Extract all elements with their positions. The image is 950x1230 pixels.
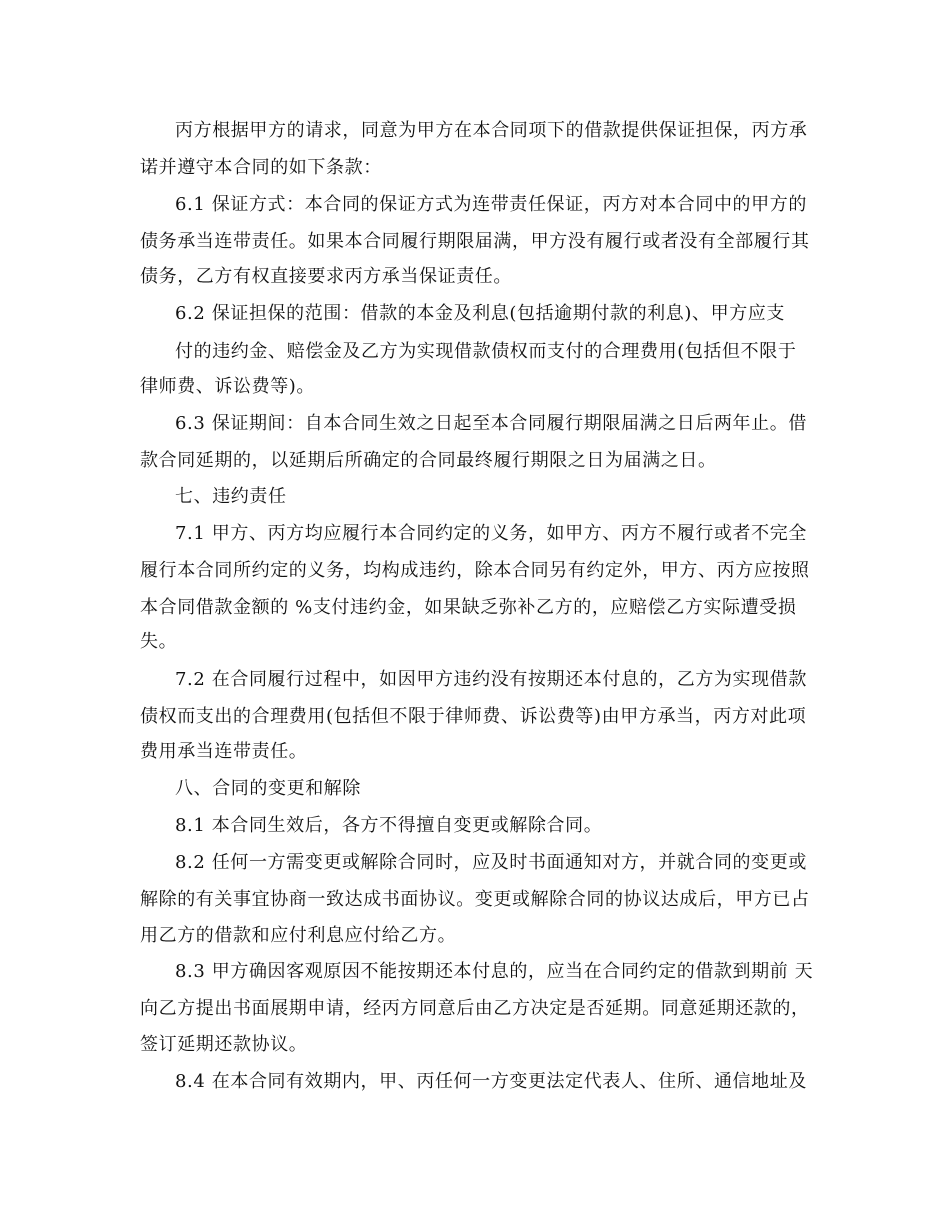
text-line: 6.2 保证担保的范围：借款的本金及利息(包括逾期付款的利息)、甲方应支 bbox=[175, 303, 785, 324]
text-line: 履行本合同所约定的义务，均构成违约，除本合同另有约定外，甲方、丙方应按照 bbox=[140, 560, 810, 581]
text-line: 8.2 任何一方需变更或解除合同时，应及时书面通知对方，并就合同的变更或 bbox=[175, 852, 807, 873]
text-line: 诺并遵守本合同的如下条款： bbox=[140, 157, 382, 178]
text-line: 7.2 在合同履行过程中，如因甲方违约没有按期还本付息的，乙方为实现借款 bbox=[175, 669, 807, 690]
text-line: 8.4 在本合同有效期内，甲、丙任何一方变更法定代表人、住所、通信地址及 bbox=[175, 1071, 807, 1092]
text-line: 6.1 保证方式：本合同的保证方式为连带责任保证，丙方对本合同中的甲方的 bbox=[175, 194, 807, 215]
text-line: 6.3 保证期间：自本合同生效之日起至本合同履行期限届满之日后两年止。借 bbox=[175, 413, 807, 434]
text-line: 8.3 甲方确因客观原因不能按期还本付息的，应当在合同约定的借款到期前 天 bbox=[175, 961, 814, 982]
text-line: 7.1 甲方、丙方均应履行本合同约定的义务，如甲方、丙方不履行或者不完全 bbox=[175, 523, 807, 544]
text-line: 律师费、诉讼费等)。 bbox=[140, 376, 316, 397]
text-line: 丙方根据甲方的请求，同意为甲方在本合同项下的借款提供保证担保，丙方承 bbox=[175, 120, 808, 141]
text-line: 本合同借款金额的 %支付违约金，如果缺乏弥补乙方的，应赔偿乙方实际遭受损 bbox=[140, 597, 797, 618]
text-line: 款合同延期的，以延期后所确定的合同最终履行期限之日为届满之日。 bbox=[140, 450, 717, 471]
text-line: 用乙方的借款和应付利息应付给乙方。 bbox=[140, 925, 457, 946]
text-line: 签订延期还款协议。 bbox=[140, 1034, 308, 1055]
text-line: 失。 bbox=[140, 631, 178, 652]
text-line: 8.1 本合同生效后，各方不得擅自变更或解除合同。 bbox=[175, 815, 603, 836]
text-line: 解除的有关事宜协商一致达成书面协议。变更或解除合同的协议达成后，甲方已占 bbox=[140, 889, 810, 910]
section-heading: 八、合同的变更和解除 bbox=[175, 778, 361, 799]
text-line: 费用承当连带责任。 bbox=[140, 741, 308, 762]
section-heading: 七、违约责任 bbox=[175, 486, 287, 507]
text-line: 债务承当连带责任。如果本合同履行期限届满，甲方没有履行或者没有全部履行其 bbox=[140, 231, 810, 252]
text-line: 债务，乙方有权直接要求丙方承当保证责任。 bbox=[140, 266, 512, 287]
text-line: 向乙方提出书面展期申请，经丙方同意后由乙方决定是否延期。同意延期还款的， bbox=[140, 998, 810, 1019]
text-line: 债权而支出的合理费用(包括但不限于律师费、诉讼费等)由甲方承当，丙方对此项 bbox=[140, 706, 807, 727]
text-line: 付的违约金、赔偿金及乙方为实现借款债权而支付的合理费用(包括但不限于 bbox=[175, 341, 797, 362]
